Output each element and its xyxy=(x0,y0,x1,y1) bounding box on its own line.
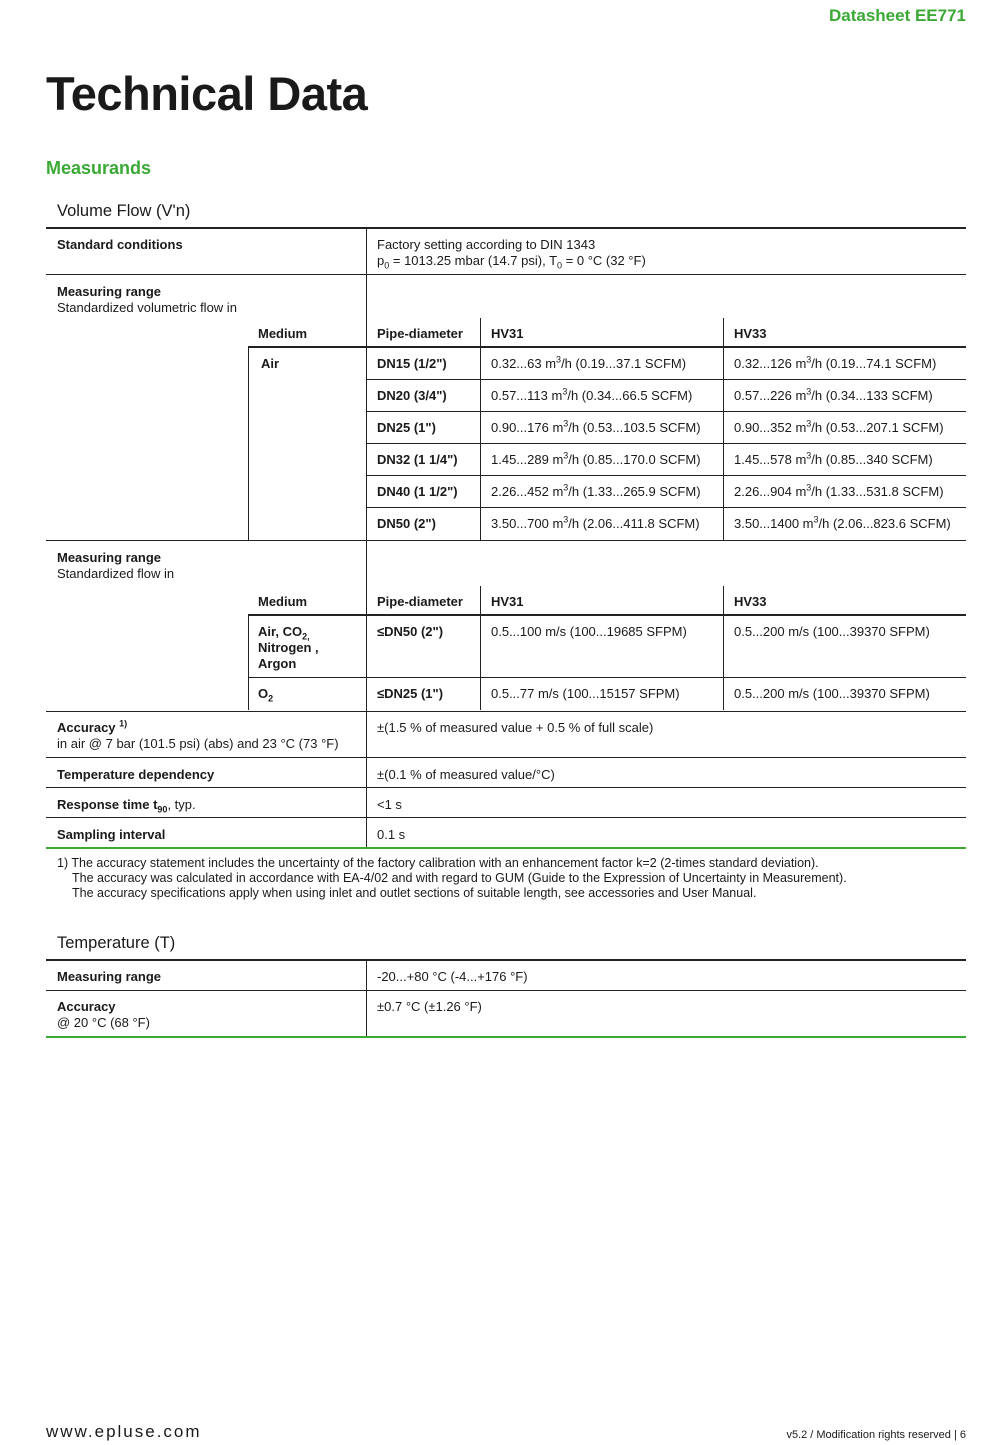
hv31-cell: 2.26...452 $m^3/h$ (1.33...265.9 SCFM) xyxy=(491,482,701,499)
footer-version: v5.2 / Modification rights reserved | 6 xyxy=(786,1429,966,1441)
header-hv31: HV31 xyxy=(491,326,524,341)
row-divider xyxy=(248,677,966,678)
header-hv33: HV33 xyxy=(734,594,767,609)
volume-flow-title: Volume Flow (V'n) xyxy=(57,202,191,220)
section-title-measurands: Measurands xyxy=(46,158,152,178)
medium-column-divider xyxy=(248,616,249,710)
row-divider xyxy=(366,411,966,412)
table-bottom-rule xyxy=(46,1036,966,1038)
header-medium: Medium xyxy=(258,594,308,609)
header-hv31: HV31 xyxy=(491,594,524,609)
hv33-cell: 2.26...904 $m^3/h$ (1.33...531.8 SCFM) xyxy=(734,482,944,499)
pipe-cell: ≤DN25 (1") xyxy=(377,686,444,701)
row-divider xyxy=(46,757,966,758)
row-divider xyxy=(366,475,966,476)
measuring-range-label: Measuring range xyxy=(57,284,162,299)
hv33-cell: 0.90...352 $m^3/h$ (0.53...207.1 SCFM) xyxy=(734,418,944,435)
hv33-cell: 1.45...578 $m^3/h$ (0.85...340 SCFM) xyxy=(734,450,933,467)
pipe-cell: DN32 (1 1/4") xyxy=(377,452,458,467)
header-pipe-diameter: Pipe-diameter xyxy=(377,594,463,609)
sampling-interval-value: 0.1 s xyxy=(377,827,406,842)
footnote-line: The accuracy was calculated in accordance with EA-4/02 and with regard to GUM (Guide to the Expression of Uncertainty in Measurement). xyxy=(72,871,847,885)
header-hv33: HV33 xyxy=(734,326,767,341)
header-pipe-diameter: Pipe-diameter xyxy=(377,326,463,341)
accuracy-value: ±(1.5 % of measured value + 0.5 % of full scale) xyxy=(377,720,654,735)
subtable-header-rule xyxy=(248,614,966,616)
measuring-range-label: Measuring range xyxy=(57,550,162,565)
accuracy-footnote xyxy=(57,856,847,901)
table-top-rule xyxy=(46,959,966,961)
measuring-range-sublabel: Standardized flow in xyxy=(57,566,175,581)
temperature-range-value: -20...+80 °C (-4...+176 °F) xyxy=(377,969,528,984)
temperature-accuracy-sublabel: @ 20 °C (68 °F) xyxy=(57,1015,150,1030)
measuring-range-sublabel: Standardized volumetric flow in xyxy=(57,300,237,315)
temperature-range-label: Measuring range xyxy=(57,969,162,984)
hv33-cell: 0.32...126 $m^3/h$ (0.19...74.1 SCFM) xyxy=(734,354,937,371)
table-top-rule xyxy=(46,227,966,229)
hv31-cell: 3.50...700 $m^3/h$ (2.06...411.8 SCFM) xyxy=(491,514,700,531)
row-divider xyxy=(46,817,966,818)
row-divider xyxy=(366,443,966,444)
hv31-cell: 0.5...77 m/s (100...15157 SFPM) xyxy=(491,686,680,701)
medium-air: Air xyxy=(261,356,280,371)
hv31-cell: 0.32...63 $m^3/h$ (0.19...37.1 SCFM) xyxy=(491,354,687,371)
medium-column-divider xyxy=(248,348,249,540)
pipe-cell: DN25 (1") xyxy=(377,420,436,435)
medium-argon: Argon xyxy=(258,656,297,671)
column-divider xyxy=(366,229,367,712)
pipe-cell: ≤DN50 (2") xyxy=(377,624,444,639)
temperature-accuracy-label: Accuracy xyxy=(57,999,116,1014)
temperature-title: Temperature (T) xyxy=(57,934,176,952)
standard-conditions-value-line2: $p_0 = 1013.25$ mbar (14.7 psi), $T_0 = 0$ °C (32 °F) xyxy=(377,253,646,271)
accuracy-sublabel: in air @ 7 bar (101.5 psi) (abs) and 23 °C (73 °F) xyxy=(57,736,339,751)
medium-nitrogen: Nitrogen , xyxy=(258,640,319,655)
header-medium: Medium xyxy=(258,326,308,341)
table-bottom-rule xyxy=(46,847,966,849)
hv31-cell: 0.90...176 $m^3/h$ (0.53...103.5 SCFM) xyxy=(491,418,701,435)
column-divider-lower xyxy=(366,712,367,848)
pipe-cell: DN50 (2") xyxy=(377,516,436,531)
page-title: Technical Data xyxy=(46,67,368,120)
row-divider xyxy=(46,990,966,991)
row-divider xyxy=(366,507,966,508)
sampling-interval-label: Sampling interval xyxy=(57,827,166,842)
standard-conditions-label: Standard conditions xyxy=(57,237,183,252)
response-time-label: Response time $t_{90}$, typ. xyxy=(57,797,196,815)
subtable-header-rule xyxy=(248,346,966,348)
standard-conditions-value-line1: Factory setting according to DIN 1343 xyxy=(377,237,596,252)
footnote-line: 1) The accuracy statement includes the uncertainty of the factory calibration with an enhancement factor k=2 (2-times standard deviation). xyxy=(57,856,819,870)
hv33-cell: 0.5...200 m/s (100...39370 SFPM) xyxy=(734,624,930,639)
hv31-column-divider xyxy=(480,586,481,710)
datasheet-label: Datasheet EE771 xyxy=(828,6,966,25)
hv31-cell: 0.5...100 m/s (100...19685 SFPM) xyxy=(491,624,687,639)
pipe-cell: DN15 (1/2") xyxy=(377,356,447,371)
accuracy-label: Accuracy $^{1)}$ xyxy=(57,718,128,735)
hv33-cell: 0.57...226 $m^3/h$ (0.34...133 SCFM) xyxy=(734,386,933,403)
pipe-cell: DN40 (1 1/2") xyxy=(377,484,458,499)
temperature-dependency-value: ±(0.1 % of measured value/°C) xyxy=(377,767,555,782)
medium-air-co2: Air, $CO_{2,}$ xyxy=(258,624,310,642)
row-divider xyxy=(366,379,966,380)
pipe-cell: DN20 (3/4") xyxy=(377,388,447,403)
column-divider xyxy=(366,961,367,1037)
hv33-column-divider xyxy=(723,586,724,710)
row-divider xyxy=(46,787,966,788)
footnote-line: The accuracy specifications apply when using inlet and outlet sections of suitable length, see accessories and User Manual. xyxy=(72,886,757,900)
temperature-accuracy-value: ±0.7 °C (±1.26 °F) xyxy=(377,999,482,1014)
row-divider xyxy=(46,274,966,275)
row-divider xyxy=(46,540,966,541)
response-time-value: <1 s xyxy=(377,797,402,812)
row-divider xyxy=(46,711,966,712)
medium-o2: $O_2$ xyxy=(258,686,274,704)
hv31-cell: 0.57...113 $m^3/h$ (0.34...66.5 SCFM) xyxy=(491,386,693,403)
footer-url[interactable]: www.epluse.com xyxy=(46,1422,202,1441)
hv31-cell: 1.45...289 $m^3/h$ (0.85...170.0 SCFM) xyxy=(491,450,701,467)
hv33-cell: 0.5...200 m/s (100...39370 SFPM) xyxy=(734,686,930,701)
hv33-cell: 3.50...1400 $m^3/h$ (2.06...823.6 SCFM) xyxy=(734,514,951,531)
temperature-dependency-label: Temperature dependency xyxy=(57,767,215,782)
